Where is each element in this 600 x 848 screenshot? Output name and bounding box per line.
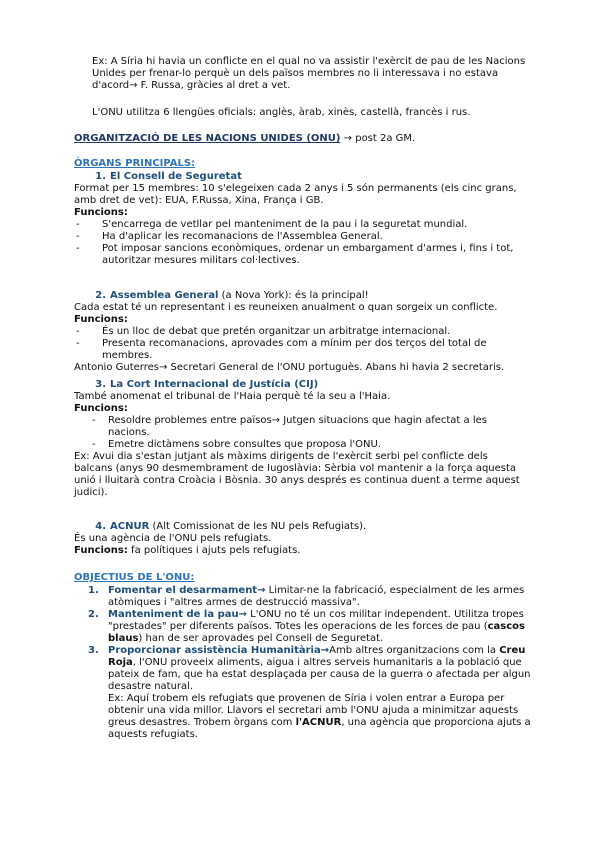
- acnur-heading: [74, 521, 534, 533]
- text-line: Unides per frenar-lo perquè un dels països membres no li interessava i no estava: [92, 68, 499, 79]
- organs-heading: [74, 158, 534, 170]
- objective-item: 2. Manteniment de la pau→ L'ONU no té un cos militar independent. Utilitza tropes "prestades" per diferents països. Totes les operacions de les forces de pau (cascos blaus) han de ser aprovades pel Consell de Seguretat.: [88, 609, 525, 644]
- assemblea-heading: [74, 290, 534, 302]
- page-title: [74, 133, 534, 145]
- text-line: Format per 15 membres: 10 s'elegeixen cada 2 anys i 5 són permanents (els cinc grans,: [74, 183, 517, 194]
- intro-languages: L'ONU utilitza 6 llengües oficials: anglès, àrab, xinès, castellà, francès i rus.: [92, 107, 471, 118]
- section-heading: ÒRGANS PRINCIPALS:: [74, 158, 196, 169]
- list-item: - Emetre dictàmens sobre consultes que proposa l'ONU.: [92, 439, 382, 450]
- item-title: El Consell de Seguretat: [110, 171, 242, 182]
- objectius-heading: [74, 572, 534, 584]
- text-line: unió i lluitarà contra Croàcia i Bòsnia. 30 anys després es continua duent a terme aquest: [74, 475, 520, 486]
- text-line: judici).: [74, 487, 108, 498]
- item-title: La Cort Internacional de Justícia (CIJ): [110, 379, 319, 390]
- item-number: 2.: [95, 290, 106, 301]
- item-number: 1.: [95, 171, 106, 182]
- section-heading: OBJECTIUS DE L'ONU:: [74, 572, 195, 583]
- funcions-label: Funcions:: [74, 403, 128, 414]
- text-line: balcans (anys 90 desmembrament de Iugoslàvia: Sèrbia vol mantenir a la força aquesta: [74, 463, 517, 474]
- list-item: - Ha d'aplicar les recomanacions de l'Assemblea General.: [76, 231, 383, 242]
- text-line: Ex: A Síria hi havia un conflicte en el qual no va assistir l'exèrcit de pau de les Nacions: [92, 56, 526, 67]
- objectius-list: [74, 585, 534, 741]
- text-line: Antonio Guterres→ Secretari General de l'ONU portuguès. Abans hi havia 2 secretaris.: [74, 362, 505, 373]
- intro-example: [92, 56, 532, 92]
- list-item: - Resoldre problemes entre països→ Jutgen situacions que hagin afectat a les nacions.: [92, 415, 487, 438]
- acnur-section: [74, 521, 534, 557]
- funcions-label: Funcions:: [74, 545, 128, 556]
- title-suffix: → post 2a GM.: [340, 133, 416, 144]
- item-number: 4.: [95, 521, 106, 532]
- objective-item: 3. Proporcionar assistència Humanitària→Amb altres organitzacions com la Creu Roja, l'ONU proveeix aliments, aigua i altres serveis humanitaris a la població que pateix de fam, que ha estat desplaçada per causa de la guerra o afectada per algun desastre natural. Ex: Aquí trobem els refugiats que provenen de Síria i volen entrar a Europa per obtenir una vida millor. Llavors el secretari amb l'ONU ajuda a minimitzar aquests greus desastres. Trobem òrgans com l'ACNUR, una agència que proporciona ajuts a aquests refugiats.: [88, 645, 531, 740]
- list-item: - Pot imposar sancions econòmiques, ordenar un embargament d'armes i, fins i tot, autoritzar mesures militars col·lectives.: [76, 243, 514, 266]
- text-line: Ex: Avui dia s'estan jutjant als màxims dirigents de l'exèrcit serbi pel conflicte dels: [74, 451, 488, 462]
- item-title: ACNUR: [110, 521, 150, 532]
- list-item: - És un lloc de debat que pretén organitzar un arbitratge internacional.: [76, 326, 451, 337]
- list-item: - Presenta recomanacions, aprovades com a mínim per dos terços del total de membres.: [76, 338, 487, 361]
- item-title-suffix: (a Nova York): és la principal!: [218, 290, 369, 301]
- consell-heading: [74, 171, 534, 183]
- item-number: 3.: [95, 379, 106, 390]
- cort-heading: [74, 379, 534, 391]
- funcions-label: Funcions:: [74, 314, 128, 325]
- text-line: amb dret de vet): EUA, F.Russa, Xina, França i GB.: [74, 195, 324, 206]
- objective-item: 1. Fomentar el desarmament→ Limitar-ne la fabricació, especialment de les armes atòmiques i "altres armes de destrucció massiva".: [88, 585, 525, 608]
- text-line: També anomenat el tribunal de l'Haia perquè té la seu a l'Haia.: [74, 391, 391, 402]
- text-line: Cada estat té un representant i es reuneixen anualment o quan sorgeix un conflicte.: [74, 302, 498, 313]
- text-line: d'acord→ F. Russa, gràcies al dret a vet.: [92, 80, 291, 91]
- cort-section: [74, 379, 534, 499]
- consell-section: [74, 171, 534, 267]
- item-title: Assemblea General: [110, 290, 219, 301]
- text-line: És una agència de l'ONU pels refugiats.: [74, 533, 272, 544]
- item-title-suffix: (Alt Comissionat de les NU pels Refugiats).: [149, 521, 367, 532]
- assemblea-section: [74, 290, 534, 374]
- text-line: Funcions: fa polítiques i ajuts pels refugiats.: [74, 545, 301, 556]
- funcions-label: Funcions:: [74, 207, 128, 218]
- list-item: - S'encarrega de vetllar pel manteniment de la pau i la seguretat mundial.: [76, 219, 468, 230]
- title-main: ORGANITZACIÓ DE LES NACIONS UNIDES (ONU): [74, 133, 341, 144]
